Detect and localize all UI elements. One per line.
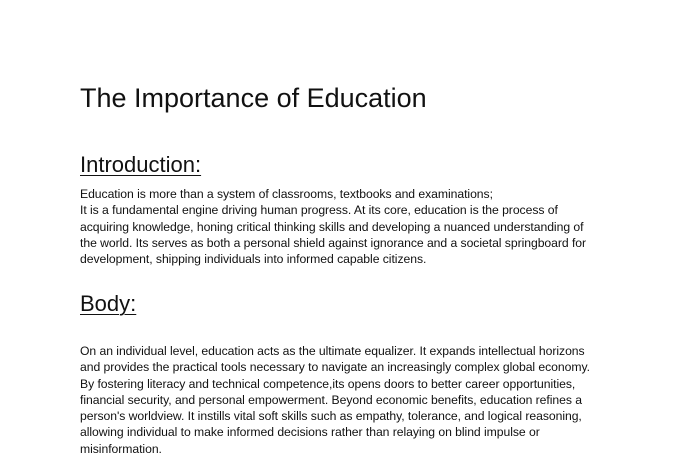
paragraph-line: the world. Its serves as both a personal shield against ignorance and a societal springboard for bbox=[80, 235, 587, 250]
paragraph-line: On an individual level, education acts as the ultimate equalizer. It expands intellectual horizons bbox=[80, 344, 585, 358]
paragraph-line: misinformation. bbox=[80, 441, 162, 456]
paragraph-line: financial security, and personal empowerment. Beyond economic benefits, education refines a bbox=[80, 392, 582, 407]
paragraph-line: It is a fundamental engine driving human progress. At its core, education is the process of bbox=[80, 203, 558, 218]
introduction-paragraph bbox=[80, 186, 615, 267]
paragraph-line: acquiring knowledge, honing critical thinking skills and developing a nuanced understanding of bbox=[80, 219, 584, 234]
body-paragraph bbox=[80, 343, 615, 457]
section-heading-body: Body: bbox=[80, 291, 137, 316]
paragraph-line: and provides the practical tools necessary to navigate an increasingly complex global economy. bbox=[80, 360, 590, 375]
document-title: The Importance of Education bbox=[80, 83, 427, 113]
paragraph-line: development, shipping individuals into informed capable citizens. bbox=[80, 252, 427, 267]
paragraph-line: By fostering literacy and technical competence,its opens doors to better career opportunities, bbox=[80, 376, 576, 391]
paragraph-line: allowing individual to make informed decisions rather than relaying on blind impulse or bbox=[80, 425, 540, 440]
paragraph-line: person's worldview. It instills vital soft skills such as empathy, tolerance, and logical reasoning, bbox=[80, 409, 582, 424]
section-heading-introduction: Introduction: bbox=[80, 152, 202, 177]
paragraph-line: Education is more than a system of classrooms, textbooks and examinations; bbox=[80, 187, 493, 201]
